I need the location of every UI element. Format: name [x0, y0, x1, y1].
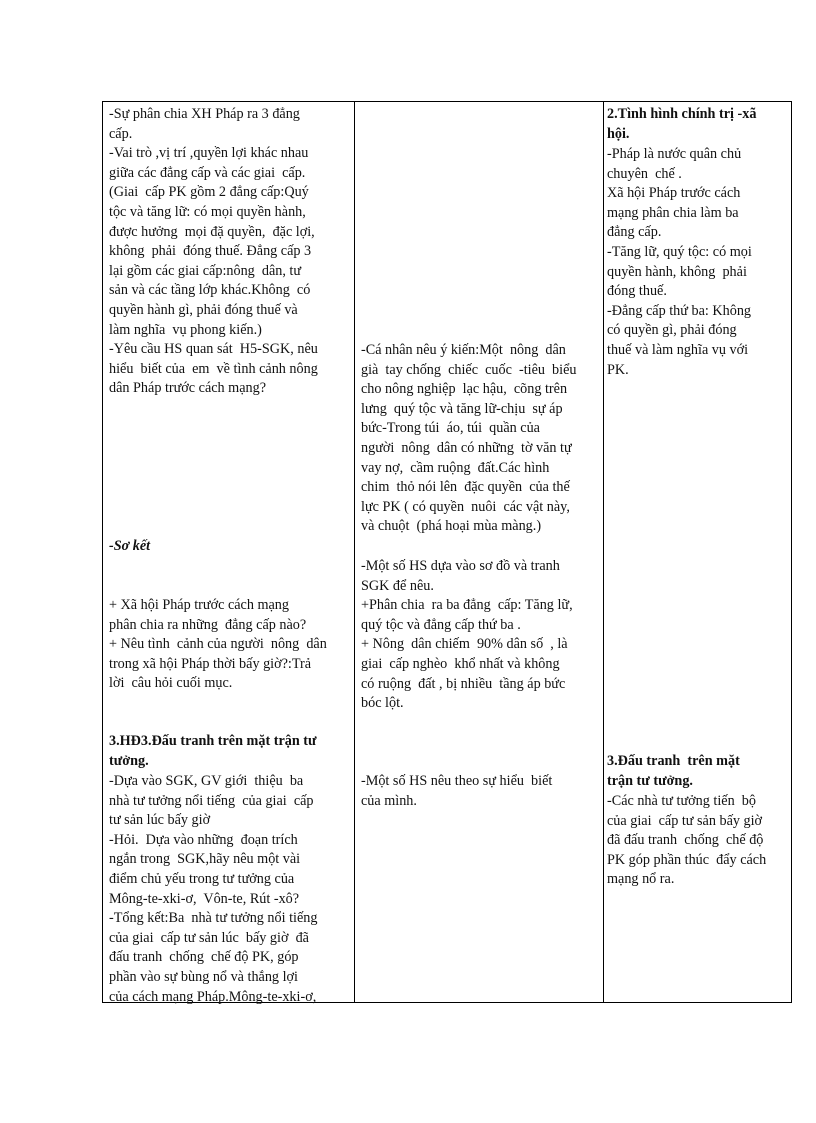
summary-questions	[109, 596, 349, 694]
activity3-text	[109, 772, 349, 1007]
text-line: trận tư tưởng.	[607, 772, 693, 789]
text-line: có ruộng đất , bị nhiều tầng áp bức	[361, 675, 566, 692]
text-line: lưng quý tộc và tăng lữ-chịu sự áp	[361, 400, 563, 417]
text-line: hội.	[607, 125, 630, 142]
column-divider-2	[603, 102, 604, 1002]
text-line: nhà tư tưởng nổi tiếng của giai cấp	[109, 792, 314, 809]
text-line: tộc và tăng lữ: có mọi quyền hành,	[109, 203, 306, 220]
text-line: -Cá nhân nêu ý kiến:Một nông dân	[361, 342, 566, 358]
text-line: Xã hội Pháp trước cách	[607, 185, 741, 202]
text-line: bức-Trong túi áo, túi quần của	[361, 420, 540, 437]
text-line: của giai cấp tư sản bấy giờ	[607, 812, 763, 829]
text-line: giữa các đẳng cấp và các giai cấp.	[109, 164, 306, 181]
text-line: có quyền gì, phải đóng	[607, 322, 737, 339]
section3-text	[607, 792, 789, 890]
text-line: quyền hành, không phải	[607, 263, 747, 280]
student-understanding-text	[361, 772, 599, 811]
text-line: sản và các tầng lớp khác.Không có	[109, 282, 311, 299]
text-line: -Một số HS nêu theo sự hiểu biết	[361, 773, 553, 789]
text-line: lời câu hỏi cuối mục.	[109, 675, 233, 692]
text-line: làm nghĩa vụ phong kiến.)	[109, 321, 262, 338]
student-diagram-text	[361, 557, 599, 714]
text-line: cho nông nghiệp lạc hậu, cõng trên	[361, 381, 568, 398]
section3-heading	[607, 752, 789, 791]
student-activity-column	[361, 102, 599, 1002]
text-line: dân Pháp trước cách mạng?	[109, 380, 267, 397]
text-line: -Tổng kết:Ba nhà tư tưởng nổi tiếng	[109, 910, 318, 927]
text-line: -Tăng lữ, quý tộc: có mọi	[607, 243, 752, 260]
text-line: lại gồm các giai cấp:nông dân, tư	[109, 262, 302, 279]
text-line: đẳng cấp.	[607, 224, 662, 241]
text-line: đã đấu tranh chống chế độ	[607, 832, 764, 849]
text-line: ngắn trong SGK,hãy nêu một vài	[109, 851, 301, 868]
text-line: -Pháp là nước quân chủ	[607, 146, 742, 162]
activity3-heading	[109, 732, 349, 771]
text-line: thuế và làm nghĩa vụ với	[607, 341, 749, 358]
text-line: Mông-te-xki-ơ, Vôn-te, Rút -xô?	[109, 890, 300, 907]
class-division-text	[109, 105, 349, 399]
student-opinion-text	[361, 341, 599, 537]
text-line: 3.Đấu tranh trên mặt	[607, 753, 740, 769]
text-line: vay nợ, cầm ruộng đất.Các hình	[361, 459, 550, 476]
text-line: bóc lột.	[361, 695, 404, 712]
text-line: của mình.	[361, 792, 417, 809]
text-line: -Đẳng cấp thứ ba: Không	[607, 302, 752, 319]
text-line: -Vai trò ,vị trí ,quyền lợi khác nhau	[109, 145, 309, 162]
text-line: mạng nổ ra.	[607, 871, 675, 888]
text-line: -Hỏi. Dựa vào những đoạn trích	[109, 831, 298, 848]
text-line: mạng phân chia làm ba	[607, 204, 739, 221]
summary-heading: -Sơ kết	[109, 538, 151, 554]
text-line: tư sản lúc bấy giờ	[109, 812, 211, 829]
text-line: đấu tranh chống chế độ PK, góp	[109, 949, 299, 966]
text-line: phần vào sự bùng nổ và thắng lợi	[109, 968, 298, 985]
text-line: PK.	[607, 361, 629, 378]
text-line: trong xã hội Pháp thời bấy giờ?:Trả	[109, 655, 312, 672]
text-line: hiểu biết của em về tình cảnh nông	[109, 360, 318, 377]
text-line: chuyên chế .	[607, 165, 682, 182]
section2-text	[607, 145, 789, 380]
text-line: -Các nhà tư tưởng tiến bộ	[607, 793, 756, 809]
text-line: + Nông dân chiếm 90% dân số , là	[361, 636, 568, 653]
teacher-activity-column	[109, 102, 349, 1005]
text-line: -Yêu cầu HS quan sát H5-SGK, nêu	[109, 341, 318, 358]
text-line: SGK để nêu.	[361, 577, 434, 594]
text-line: (Giai cấp PK gồm 2 đẳng cấp:Quý	[109, 184, 309, 201]
text-line: cấp.	[109, 125, 133, 142]
text-line: đóng thuế.	[607, 283, 667, 300]
text-line: + Nêu tình cảnh của người nông dân	[109, 636, 327, 653]
text-line: 2.Tình hình chính trị -xã	[607, 106, 757, 122]
text-line: không phải đóng thuế. Đẳng cấp 3	[109, 243, 312, 260]
text-line: + Xã hội Pháp trước cách mạng	[109, 597, 289, 613]
text-line: phân chia ra những đẳng cấp nào?	[109, 616, 307, 633]
text-line: người nông dân có những tờ văn tự	[361, 439, 572, 456]
text-line: của cách mạng Pháp.Mông-te-xki-ơ,	[109, 988, 317, 1005]
text-line: -Dựa vào SGK, GV giới thiệu ba	[109, 773, 304, 789]
text-line: 3.HĐ3.Đấu tranh trên mặt trận tư	[109, 733, 317, 749]
text-line: +Phân chia ra ba đẳng cấp: Tăng lữ,	[361, 597, 573, 614]
text-line: lực PK ( có quyền nuôi các vật này,	[361, 498, 570, 515]
text-line: và chuột (phá hoại mùa màng.)	[361, 518, 542, 535]
text-line: quyền hành gì, phải đóng thuế và	[109, 301, 298, 318]
text-line: của giai cấp tư sản lúc bấy giờ đã	[109, 929, 309, 946]
lesson-plan-table	[102, 101, 792, 1003]
text-line: PK góp phần thúc đẩy cách	[607, 851, 767, 868]
text-line: được hưởng mọi đặ quyền, đặc lợi,	[109, 223, 315, 240]
text-line: quý tộc và đẳng cấp thứ ba .	[361, 616, 521, 633]
text-line: -Sự phân chia XH Pháp ra 3 đẳng	[109, 106, 300, 122]
text-line: điểm chủ yếu trong tư tưởng của	[109, 870, 295, 887]
text-line: giai cấp nghèo khổ nhất và không	[361, 655, 560, 672]
column-divider-1	[354, 102, 355, 1002]
text-line: già tay chống chiếc cuốc -tiêu biểu	[361, 361, 577, 378]
section2-heading	[607, 105, 789, 144]
text-line: chim thỏ nói lên đặc quyền của thế	[361, 479, 570, 496]
text-line: -Một số HS dựa vào sơ đồ và tranh	[361, 558, 560, 574]
content-column	[607, 102, 789, 1002]
text-line: tưởng.	[109, 752, 149, 769]
